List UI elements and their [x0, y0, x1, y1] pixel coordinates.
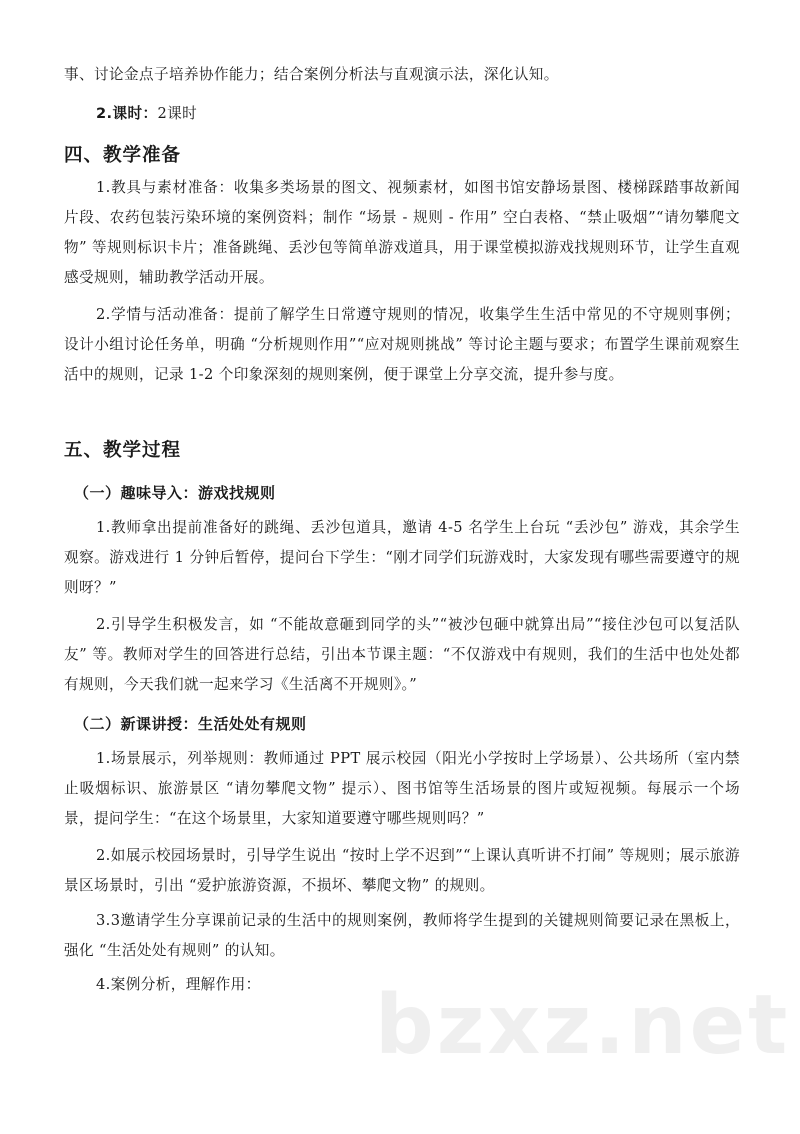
paragraph: 4.案例分析，理解作用：	[96, 976, 261, 993]
intro-paragraph	[64, 60, 740, 90]
subsection-new-lesson	[64, 709, 740, 739]
watermark-text: bzxz.net	[375, 978, 791, 1073]
lesson-step-3	[64, 906, 740, 966]
paragraph: 2.引导学生积极发言，如 “不能故意砸到同学的头”“被沙包砸中就算出局”“接住沙包可以复活队友” 等。教师对学生的回答进行总结，引出本节课主题：“不仅游戏中有规则，我们的生活中也处处都有规则，今天我们就一起来学习《生活离不开规则》。”	[64, 616, 740, 693]
intro-step-1	[64, 513, 740, 603]
prep-paragraph-1	[64, 173, 740, 293]
class-hours-label: 2.课时：	[96, 105, 158, 122]
lesson-step-2	[64, 841, 740, 901]
paragraph: 2.如展示校园场景时，引导学生说出 “按时上学不迟到”“上课认真听讲不打闹” 等规则；展示旅游景区场景时，引出 “爱护旅游资源，不损坏、攀爬文物” 的规则。	[64, 847, 740, 894]
paragraph: 3.3邀请学生分享课前记录的生活中的规则案例，教师将学生提到的关键规则简要记录在黑板上，强化 “生活处处有规则” 的认知。	[64, 912, 740, 959]
paragraph: 1.教师拿出提前准备好的跳绳、丢沙包道具，邀请 4-5 名学生上台玩 “丢沙包” 游戏，其余学生观察。游戏进行 1 分钟后暂停，提问台下学生：“刚才同学们玩游戏时，大家发现有哪些需要遵守的规则呀？”	[64, 519, 740, 596]
intro-text: 事、讨论金点子培养协作能力；结合案例分析法与直观演示法，深化认知。	[64, 66, 559, 83]
subsection-heading: （一）趣味导入：游戏找规则	[74, 484, 276, 502]
section-prep	[64, 141, 740, 171]
section-heading-prep: 四、教学准备	[64, 145, 182, 166]
section-heading-process: 五、教学过程	[64, 440, 182, 461]
subsection-intro	[64, 478, 740, 508]
lesson-step-1	[64, 744, 740, 834]
paragraph: 2.学情与活动准备：提前了解学生日常遵守规则的情况，收集学生生活中常见的不守规则事例；设计小组讨论任务单，明确 “分析规则作用”“应对规则挑战” 等讨论主题与要求；布置学生课前观察生活中的规则，记录 1-2 个印象深刻的规则案例，便于课堂上分享交流，提升参与度。	[64, 306, 740, 383]
subsection-heading: （二）新课讲授：生活处处有规则	[74, 715, 307, 733]
class-hours-line	[64, 99, 740, 129]
class-hours-value: 2课时	[157, 105, 198, 122]
paragraph: 1.场景展示，列举规则：教师通过 PPT 展示校园（阳光小学按时上学场景）、公共场所（室内禁止吸烟标识、旅游景区 “请勿攀爬文物” 提示）、图书馆等生活场景的图片或短视频。每展示一个场景，提问学生：“在这个场景里，大家知道要遵守哪些规则吗？”	[64, 750, 740, 827]
prep-paragraph-2	[64, 300, 740, 390]
paragraph: 1.教具与素材准备：收集多类场景的图文、视频素材，如图书馆安静场景图、楼梯踩踏事故新闻片段、农药包装污染环境的案例资料；制作 “场景 - 规则 - 作用” 空白表格、“禁止吸烟”“请勿攀爬文物” 等规则标识卡片；准备跳绳、丢沙包等简单游戏道具，用于课堂模拟游戏找规则环节，让学生直观感受规则，辅助教学活动开展。	[64, 179, 740, 286]
intro-step-2	[64, 610, 740, 700]
section-process	[64, 436, 740, 466]
